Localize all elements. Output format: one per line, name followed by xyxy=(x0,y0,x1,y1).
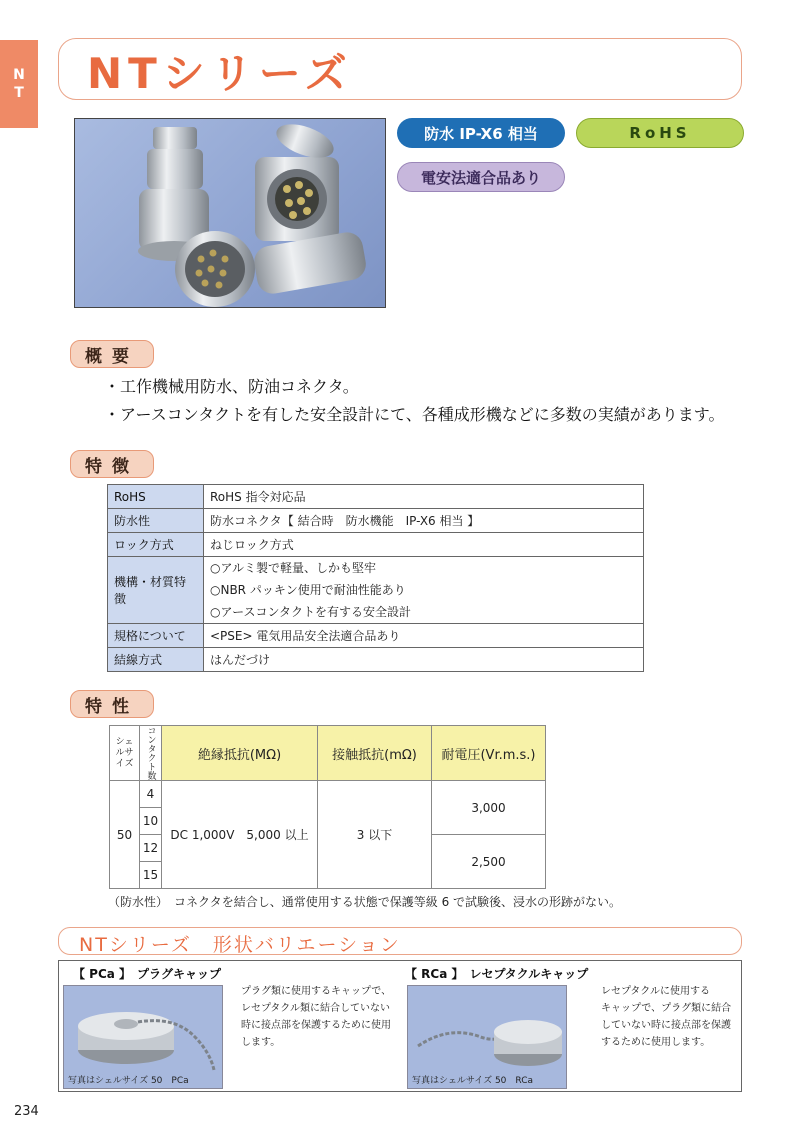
variant-caption: 写真はシェルサイズ 50 RCa xyxy=(412,1076,534,1086)
plug-cap-photo xyxy=(63,985,223,1089)
contact-resistance-value: 3 以下 xyxy=(318,781,432,889)
feature-value-list xyxy=(204,557,644,624)
feature-key: 結線方式 xyxy=(108,648,204,672)
feature-key: 機構・材質特徴 xyxy=(108,557,204,624)
contact-count: 4 xyxy=(140,781,162,808)
page-number: 234 xyxy=(14,1104,39,1119)
contact-count-header: コンタクト数 xyxy=(140,726,162,781)
variant-title: 【 PCa 】 プラグキャップ xyxy=(73,967,222,981)
table-row xyxy=(108,533,644,557)
voltage-value: 3,000 xyxy=(432,781,546,835)
overview-item: ・工作機械用防水、防油コネクタ。 xyxy=(104,377,359,396)
table-row xyxy=(108,648,644,672)
specs-heading: 特性 xyxy=(70,690,154,718)
receptacle-cap-photo xyxy=(407,985,567,1089)
feature-value: <PSE> 電気用品安全法適合品あり xyxy=(204,624,644,648)
waterproof-badge: 防水 IP-X6 相当 xyxy=(397,118,565,148)
table-row xyxy=(108,509,644,533)
section-tab-letter: T xyxy=(14,85,24,101)
feature-value: はんだづけ xyxy=(204,648,644,672)
feature-value: ねじロック方式 xyxy=(204,533,644,557)
page-title: NTシリーズ xyxy=(87,49,353,98)
variant-description: レセプタクルに使用する キャップで、プラグ類に結合 していない時に接点部を保護 するために使用します。 xyxy=(601,986,732,1048)
variant-caption: 写真はシェルサイズ 50 PCa xyxy=(68,1076,189,1086)
table-row xyxy=(110,781,546,808)
table-row xyxy=(108,624,644,648)
specs-table xyxy=(109,725,546,889)
feature-value: 防水コネクタ【 結合時 防水機能 IP-X6 相当 】 xyxy=(204,509,644,533)
feature-value: ○アルミ製で軽量、しかも堅牢 xyxy=(210,561,376,575)
feature-value: ○アースコンタクトを有する安全設計 xyxy=(210,605,412,619)
insulation-value: DC 1,000V 5,000 以上 xyxy=(162,781,318,889)
contact-count: 12 xyxy=(140,835,162,862)
feature-key: RoHS xyxy=(108,485,204,509)
rohs-badge: RoHS xyxy=(576,118,744,148)
variant-description: プラグ類に使用するキャップで、 レセプタクル類に結合していない 時に接点部を保護するために使用 します。 xyxy=(241,986,392,1048)
feature-key: ロック方式 xyxy=(108,533,204,557)
feature-value: RoHS 指令対応品 xyxy=(204,485,644,509)
table-row xyxy=(108,485,644,509)
table-row xyxy=(108,557,644,624)
feature-key: 防水性 xyxy=(108,509,204,533)
shell-size-header: シェルサイズ xyxy=(110,726,140,781)
product-photo xyxy=(74,118,386,308)
contact-count: 10 xyxy=(140,808,162,835)
contact-count: 15 xyxy=(140,862,162,889)
section-tab-letter: N xyxy=(13,67,25,83)
voltage-value: 2,500 xyxy=(432,835,546,889)
overview-heading: 概要 xyxy=(70,340,154,368)
pse-badge: 電安法適合品あり xyxy=(397,162,565,192)
table-row xyxy=(110,726,546,781)
overview-item: ・アースコンタクトを有した安全設計にて、各種成形機などに多数の実績があります。 xyxy=(104,405,725,424)
insulation-header: 絶縁抵抗(MΩ) xyxy=(162,726,318,781)
variations-panel xyxy=(58,960,742,1092)
feature-key: 規格について xyxy=(108,624,204,648)
features-table xyxy=(107,484,644,672)
variations-title: NTシリーズ 形状バリエーション xyxy=(79,934,401,956)
features-heading: 特徴 xyxy=(70,450,154,478)
variations-title-box xyxy=(58,927,742,955)
page-title-box xyxy=(58,38,742,100)
section-tab xyxy=(0,40,38,128)
voltage-header: 耐電圧(Vr.m.s.) xyxy=(432,726,546,781)
variant-title: 【 RCa 】 レセプタクルキャップ xyxy=(405,967,589,981)
connector-illustration xyxy=(75,119,386,308)
shell-size-value: 50 xyxy=(110,781,140,889)
feature-value: ○NBR パッキン使用で耐油性能あり xyxy=(210,583,406,597)
contact-resistance-header: 接触抵抗(mΩ) xyxy=(318,726,432,781)
waterproof-note: （防水性） コネクタを結合し、通常使用する状態で保護等級 6 で試験後、浸水の形跡がない。 xyxy=(108,895,622,909)
